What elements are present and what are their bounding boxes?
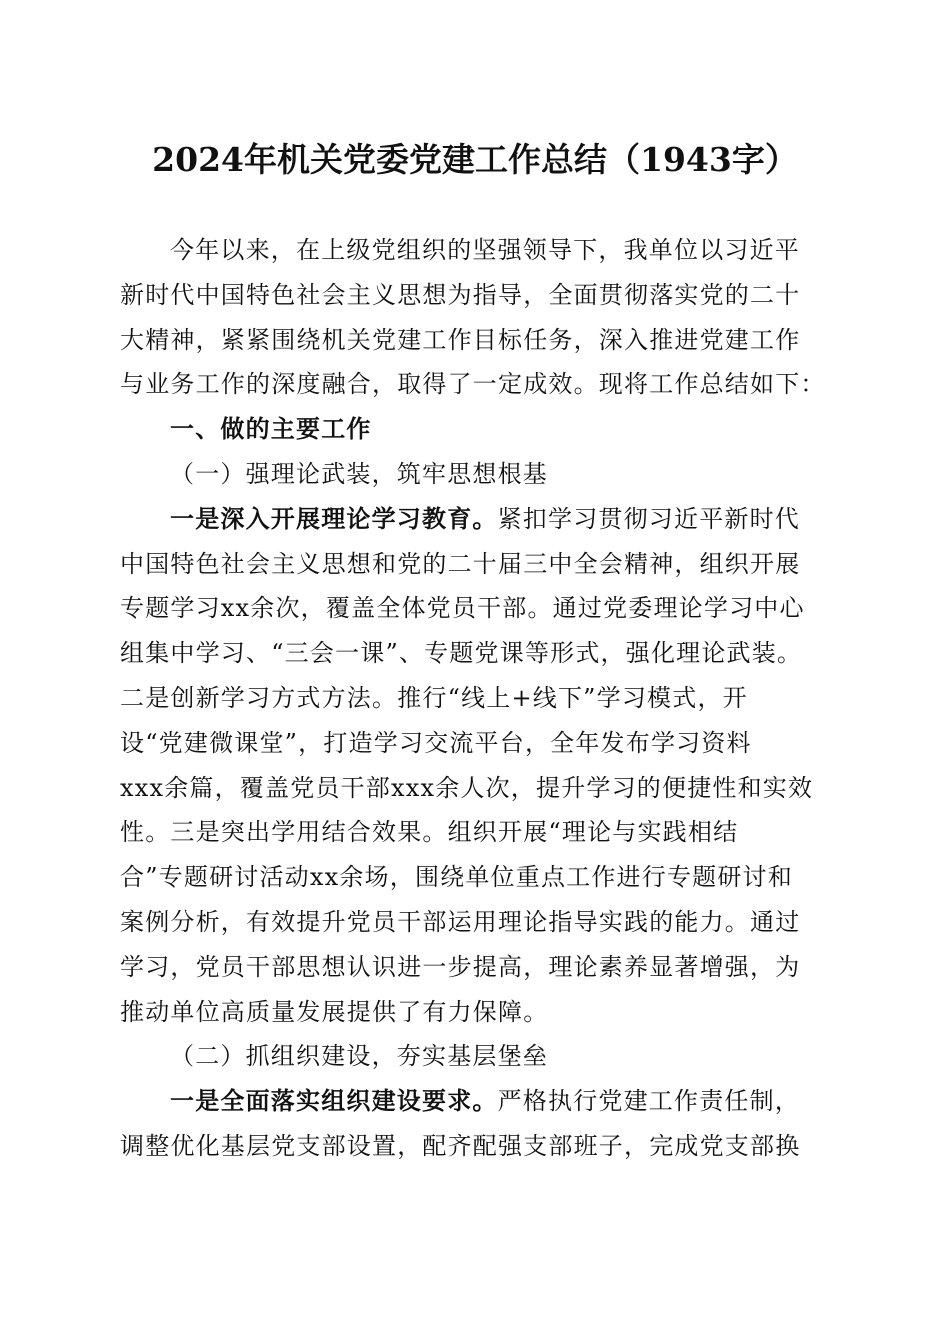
intro-line: 与业务工作的深度融合，取得了一定成效。现将工作总结如下： xyxy=(120,370,826,399)
paragraph-line: 学习，党员干部思想认识进一步提高，理论素养显著增强，为 xyxy=(120,952,801,981)
paragraph-line: 设“党建微课堂”，打造学习交流平台，全年发布学习资料 xyxy=(120,728,752,757)
paragraph-line: xxx余篇，覆盖党员干部xxx余人次，提升学习的便捷性和实效 xyxy=(120,773,814,802)
document-body xyxy=(120,228,832,1169)
paragraph-line: 性。三是突出学用结合效果。组织开展“理论与实践相结 xyxy=(120,818,739,847)
paragraph-line: 专题学习xx余次，覆盖全体党员干部。通过党委理论学习中心 xyxy=(120,594,805,623)
paragraph-line: 案例分析，有效提升党员干部运用理论指导实践的能力。通过 xyxy=(120,907,801,936)
paragraph-line: 组集中学习、“三会一课”、专题党课等形式，强化理论武装。 xyxy=(120,639,803,668)
intro-line: 新时代中国特色社会主义思想为指导，全面贯彻落实党的二十 xyxy=(120,280,801,309)
subsection-heading: （二）抓组织建设，夯实基层堡垒 xyxy=(170,1042,548,1071)
intro-line: 大精神，紧紧围绕机关党建工作目标任务，深入推进党建工作 xyxy=(120,325,801,354)
paragraph-line: 推动单位高质量发展提供了有力保障。 xyxy=(120,997,549,1026)
paragraph-line xyxy=(120,1079,832,1124)
paragraph-line: 二是创新学习方式方法。推行“线上+线下”学习模式，开 xyxy=(120,683,748,712)
lead-phrase: 一是深入开展理论学习教育。 xyxy=(170,503,498,533)
subsection-heading: （一）强理论武装，筑牢思想根基 xyxy=(170,459,548,488)
paragraph-text: 紧扣学习贯彻习近平新时代 xyxy=(497,504,801,533)
intro-line: 今年以来，在上级党组织的坚强领导下，我单位以习近平 xyxy=(170,236,800,264)
section-heading: 一、做的主要工作 xyxy=(170,415,372,444)
lead-phrase: 一是全面落实组织建设要求。 xyxy=(170,1086,498,1116)
paragraph-line: 合”专题研讨活动xx余场，围绕单位重点工作进行专题研讨和 xyxy=(120,863,793,892)
document-title: 2024年机关党委党建工作总结（1943字） xyxy=(152,140,798,179)
paragraph-text: 严格执行党建工作责任制， xyxy=(497,1087,801,1116)
paragraph-line: 中国特色社会主义思想和党的二十届三中全会精神，组织开展 xyxy=(120,549,801,578)
paragraph-line: 调整优化基层党支部设置，配齐配强支部班子，完成党支部换 xyxy=(120,1131,801,1160)
paragraph-line xyxy=(120,497,832,542)
